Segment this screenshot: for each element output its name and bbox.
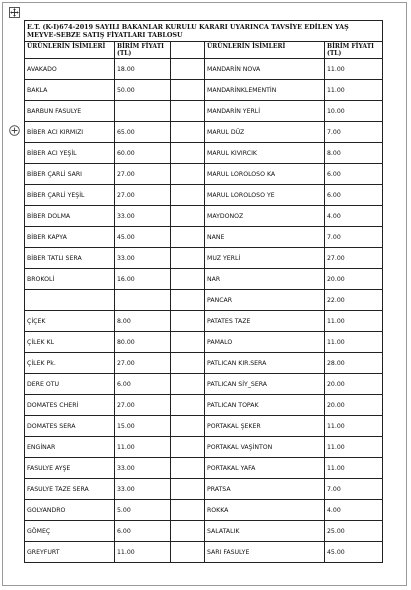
product-name-right: ROKKA	[205, 500, 325, 521]
unit-price-right: 28.00	[325, 353, 383, 374]
product-name-right: PATLICAN SİY_SERA	[205, 374, 325, 395]
table-move-handle-icon[interactable]	[9, 7, 20, 18]
table-row	[25, 542, 383, 563]
product-name-left: BAKLA	[25, 80, 115, 101]
header-spacer	[171, 42, 205, 59]
product-name-right: PATLICAN TOPAK	[205, 395, 325, 416]
product-name-right: MANDARİN YERLİ	[205, 101, 325, 122]
spacer-cell	[171, 437, 205, 458]
spacer-cell	[171, 458, 205, 479]
table-row	[25, 227, 383, 248]
product-name-left: BİBER TATLI SERA	[25, 248, 115, 269]
header-product-name-left: ÜRÜNLERİN İSİMLERİ	[25, 42, 115, 59]
unit-price-left: 60.00	[115, 143, 171, 164]
spacer-cell	[171, 290, 205, 311]
unit-price-left: 6.00	[115, 521, 171, 542]
product-name-left: GOLYANDRO	[25, 500, 115, 521]
table-header-row	[25, 42, 383, 59]
table-row	[25, 206, 383, 227]
table-row	[25, 311, 383, 332]
unit-price-right: 11.00	[325, 59, 383, 80]
spacer-cell	[171, 59, 205, 80]
unit-price-right: 8.00	[325, 143, 383, 164]
product-name-right: PATLICAN KIR.SERA	[205, 353, 325, 374]
unit-price-right: 6.00	[325, 185, 383, 206]
unit-price-right: 25.00	[325, 521, 383, 542]
unit-price-right: 27.00	[325, 248, 383, 269]
spacer-cell	[171, 374, 205, 395]
product-name-left: FASULYE TAZE SERA	[25, 479, 115, 500]
spacer-cell	[171, 353, 205, 374]
unit-price-right: 11.00	[325, 416, 383, 437]
unit-price-right: 4.00	[325, 500, 383, 521]
unit-price-left: 18.00	[115, 59, 171, 80]
unit-price-left: 33.00	[115, 248, 171, 269]
table-row	[25, 374, 383, 395]
unit-price-right: 7.00	[325, 122, 383, 143]
product-name-right: MANDARİNKLEMENTİN	[205, 80, 325, 101]
header-unit-price-left: BİRİM FİYATI (TL)	[115, 42, 171, 59]
table-row	[25, 479, 383, 500]
product-name-right: PORTAKAL VAŞİNTON	[205, 437, 325, 458]
product-name-left: DERE OTU	[25, 374, 115, 395]
unit-price-right: 11.00	[325, 458, 383, 479]
product-name-right: MARUL KIVIRCIK	[205, 143, 325, 164]
table-row	[25, 59, 383, 80]
unit-price-left: 27.00	[115, 395, 171, 416]
product-name-left: DOMATES CHERİ	[25, 395, 115, 416]
unit-price-left: 16.00	[115, 269, 171, 290]
spacer-cell	[171, 164, 205, 185]
unit-price-left: 11.00	[115, 542, 171, 563]
unit-price-right: 45.00	[325, 542, 383, 563]
product-name-right: MANDARİN NOVA	[205, 59, 325, 80]
product-name-right: MARUL DÜZ	[205, 122, 325, 143]
table-row	[25, 101, 383, 122]
unit-price-left: 15.00	[115, 416, 171, 437]
unit-price-right: 11.00	[325, 80, 383, 101]
product-name-right: PANCAR	[205, 290, 325, 311]
spacer-cell	[171, 80, 205, 101]
product-name-left: ÇİLEK Pk.	[25, 353, 115, 374]
table-row	[25, 269, 383, 290]
unit-price-right: 10.00	[325, 101, 383, 122]
unit-price-right: 11.00	[325, 311, 383, 332]
table-row	[25, 521, 383, 542]
unit-price-right: 4.00	[325, 206, 383, 227]
product-name-left: BARBUN FASULYE	[25, 101, 115, 122]
unit-price-right: 11.00	[325, 332, 383, 353]
unit-price-right: 7.00	[325, 227, 383, 248]
table-title-row	[25, 21, 383, 42]
product-name-left: BİBER ÇARLİ YEŞİL	[25, 185, 115, 206]
table-row	[25, 185, 383, 206]
unit-price-right: 20.00	[325, 374, 383, 395]
product-name-right: PORTAKAL ŞEKER	[205, 416, 325, 437]
product-name-right: MAYDONOZ	[205, 206, 325, 227]
unit-price-right: 7.00	[325, 479, 383, 500]
unit-price-left: 33.00	[115, 458, 171, 479]
product-name-left: BİBER ACI YEŞİL	[25, 143, 115, 164]
product-name-right: MARUL LOROLOSO KA	[205, 164, 325, 185]
price-table	[24, 20, 383, 563]
table-row	[25, 395, 383, 416]
unit-price-left: 11.00	[115, 437, 171, 458]
header-unit-price-right: BİRİM FİYATI (TL)	[325, 42, 383, 59]
product-name-left: BİBER DOLMA	[25, 206, 115, 227]
product-name-right: SARI FASULYE	[205, 542, 325, 563]
product-name-left: BİBER ÇARLİ SARI	[25, 164, 115, 185]
table-row	[25, 290, 383, 311]
spacer-cell	[171, 332, 205, 353]
product-name-left: ENGİNAR	[25, 437, 115, 458]
spacer-cell	[171, 227, 205, 248]
product-name-left: BROKOLİ	[25, 269, 115, 290]
table-title: E.T. (K-I)674-2019 SAYILI BAKANLAR KURULU KARARI UYARINCA TAVSİYE EDİLEN YAŞ MEYVE-SEBZE SATIŞ FİYATLARI TABLOSU	[25, 21, 383, 42]
product-name-left: GÖMEÇ	[25, 521, 115, 542]
unit-price-left: 6.00	[115, 374, 171, 395]
product-name-right: PRATSA	[205, 479, 325, 500]
unit-price-right: 11.00	[325, 437, 383, 458]
spacer-cell	[171, 395, 205, 416]
unit-price-right: 20.00	[325, 395, 383, 416]
product-name-right: MARUL LOROLOSO YE	[205, 185, 325, 206]
unit-price-right: 22.00	[325, 290, 383, 311]
product-name-right: PAMALO	[205, 332, 325, 353]
spacer-cell	[171, 269, 205, 290]
header-product-name-right: ÜRÜNLERİN İSİMLERİ	[205, 42, 325, 59]
spacer-cell	[171, 311, 205, 332]
unit-price-left: 50.00	[115, 80, 171, 101]
unit-price-left: 27.00	[115, 185, 171, 206]
product-name-left: ÇİÇEK	[25, 311, 115, 332]
product-name-right: SALATALIK	[205, 521, 325, 542]
spacer-cell	[171, 248, 205, 269]
spacer-cell	[171, 479, 205, 500]
product-name-left: BİBER KAPYA	[25, 227, 115, 248]
table-row	[25, 353, 383, 374]
unit-price-left: 27.00	[115, 164, 171, 185]
table-row	[25, 458, 383, 479]
product-name-left: AVAKADO	[25, 59, 115, 80]
product-name-left: GREYFURT	[25, 542, 115, 563]
table-row	[25, 416, 383, 437]
table-row	[25, 332, 383, 353]
product-name-right: NAR	[205, 269, 325, 290]
product-name-left: BİBER ACI KIRMIZI	[25, 122, 115, 143]
spacer-cell	[171, 206, 205, 227]
table-row	[25, 437, 383, 458]
spacer-cell	[171, 416, 205, 437]
unit-price-left: 33.00	[115, 479, 171, 500]
spacer-cell	[171, 500, 205, 521]
table-row	[25, 248, 383, 269]
table-row	[25, 500, 383, 521]
unit-price-right: 6.00	[325, 164, 383, 185]
product-name-right: PATATES TAZE	[205, 311, 325, 332]
unit-price-right: 20.00	[325, 269, 383, 290]
unit-price-left: 80.00	[115, 332, 171, 353]
product-name-left: DOMATES SERA	[25, 416, 115, 437]
add-row-plus-icon[interactable]	[9, 121, 20, 132]
unit-price-left: 45.00	[115, 227, 171, 248]
product-name-right: PORTAKAL YAFA	[205, 458, 325, 479]
product-name-right: MUZ YERLİ	[205, 248, 325, 269]
spacer-cell	[171, 542, 205, 563]
product-name-left: ÇİLEK KL	[25, 332, 115, 353]
spacer-cell	[171, 143, 205, 164]
unit-price-left	[115, 290, 171, 311]
unit-price-left: 27.00	[115, 353, 171, 374]
product-name-left: FASULYE AYŞE	[25, 458, 115, 479]
table-row	[25, 122, 383, 143]
unit-price-left: 65.00	[115, 122, 171, 143]
product-name-right: NANE	[205, 227, 325, 248]
spacer-cell	[171, 185, 205, 206]
spacer-cell	[171, 122, 205, 143]
unit-price-left: 5.00	[115, 500, 171, 521]
spacer-cell	[171, 101, 205, 122]
unit-price-left: 8.00	[115, 311, 171, 332]
product-name-left	[25, 290, 115, 311]
spacer-cell	[171, 521, 205, 542]
unit-price-left: 33.00	[115, 206, 171, 227]
table-row	[25, 80, 383, 101]
unit-price-left	[115, 101, 171, 122]
table-row	[25, 164, 383, 185]
table-row	[25, 143, 383, 164]
